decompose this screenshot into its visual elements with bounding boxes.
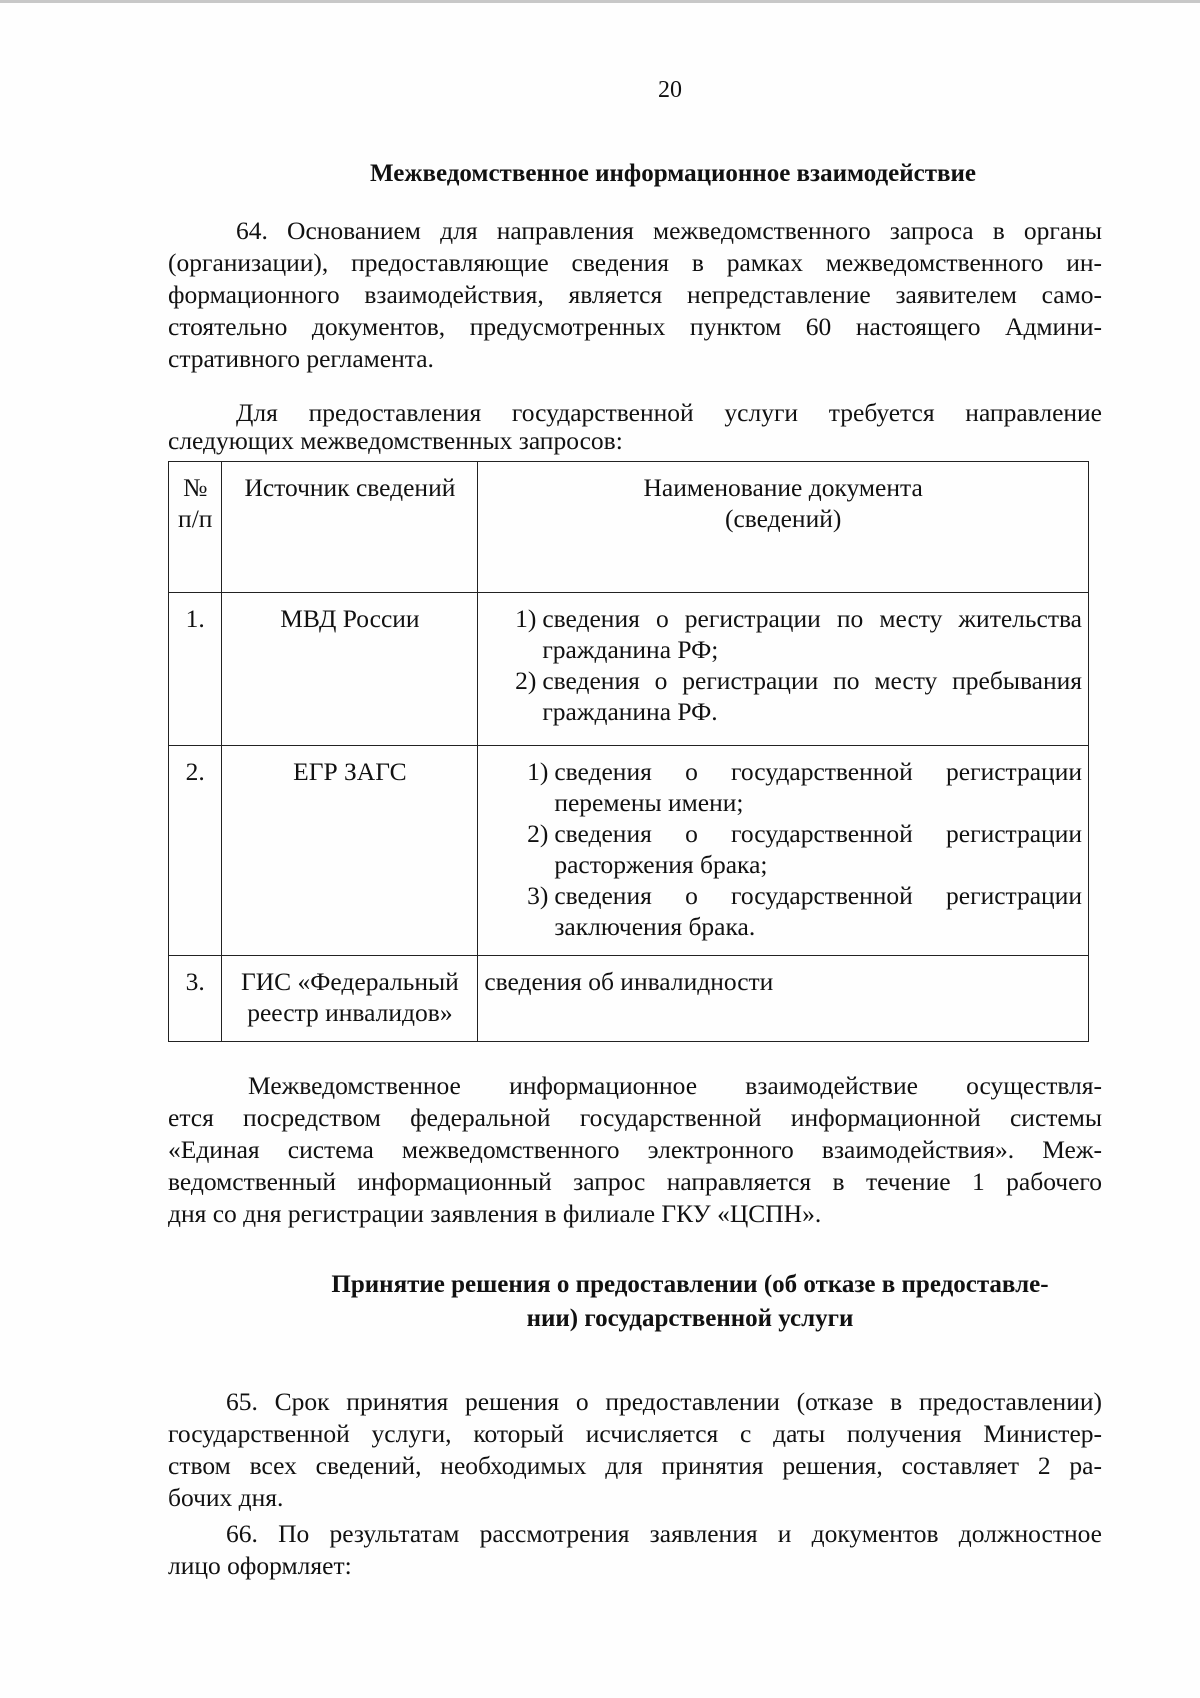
- header-num: № п/п: [169, 462, 222, 593]
- paragraph-66: 66. По результатам рассмотрения заявления и документов должностное лицо оформляет:: [168, 1519, 1102, 1580]
- document-list: [484, 756, 1082, 942]
- row-documents: сведения об инвалидности: [478, 956, 1089, 1042]
- row-documents: [478, 593, 1089, 746]
- interagency-requests-table: [168, 461, 1089, 1042]
- list-item: 1) сведения о государственной регистрации перемены имени;: [527, 757, 1082, 817]
- row-num: 1.: [169, 593, 222, 746]
- row-source: ЕГР ЗАГС: [222, 746, 478, 956]
- document-list: [484, 603, 1082, 727]
- list-item: 1) сведения о регистрации по месту жительства гражданина РФ;: [515, 604, 1082, 664]
- row-source: МВД России: [222, 593, 478, 746]
- section-heading-interagency: Межведомственное информационное взаимодействие: [370, 160, 976, 187]
- header-source: Источник сведений: [222, 462, 478, 593]
- table-row: [169, 746, 1089, 956]
- list-item: 2) сведения о регистрации по месту пребывания гражданина РФ.: [515, 666, 1082, 726]
- row-documents: [478, 746, 1089, 956]
- page-number: 20: [658, 77, 682, 103]
- row-source: ГИС «Федеральный реестр инвалидов»: [222, 956, 478, 1042]
- paragraph-after-table: Межведомственное информационное взаимодействие осуществля- ется посредством федеральной государственной информационной системы «Единая система межведомственного электронного взаимодействия». Меж- ведомственный информационный запрос направляется в течение 1 рабочего дня со дня регистрации заявления в филиале ГКУ «ЦСПН».: [168, 1071, 1102, 1228]
- header-document: Наименование документа (сведений): [478, 462, 1089, 593]
- list-item: 2) сведения о государственной регистрации расторжения брака;: [527, 819, 1082, 879]
- table-row: [169, 593, 1089, 746]
- paragraph-64: 64. Основанием для направления межведомственного запроса в органы (организации), предоставляющие сведения в рамках межведомственного ин- формационного взаимодействия, является непредставление заявителем само- стоятельно документов, предусмотренных пунктом 60 настоящего Админи- стративного регламента.: [168, 216, 1102, 373]
- table-row: [169, 956, 1089, 1042]
- row-num: 3.: [169, 956, 222, 1042]
- table-header-row: [169, 462, 1089, 593]
- paragraph-intro-requests: Для предоставления государственной услуги требуется направление следующих межведомственных запросов:: [168, 398, 1102, 455]
- scan-edge: [0, 0, 1200, 3]
- row-num: 2.: [169, 746, 222, 956]
- paragraph-65: 65. Срок принятия решения о предоставлении (отказе в предоставлении) государственной услуги, который исчисляется с даты получения Министер- ством всех сведений, необходимых для принятия решения, составляет 2 ра- бочих дня.: [168, 1387, 1102, 1512]
- section-heading-decision: Принятие решения о предоставлении (об отказе в предоставле- нии) государственной услуги: [331, 1271, 1049, 1332]
- list-item: 3) сведения о государственной регистрации заключения брака.: [527, 881, 1082, 941]
